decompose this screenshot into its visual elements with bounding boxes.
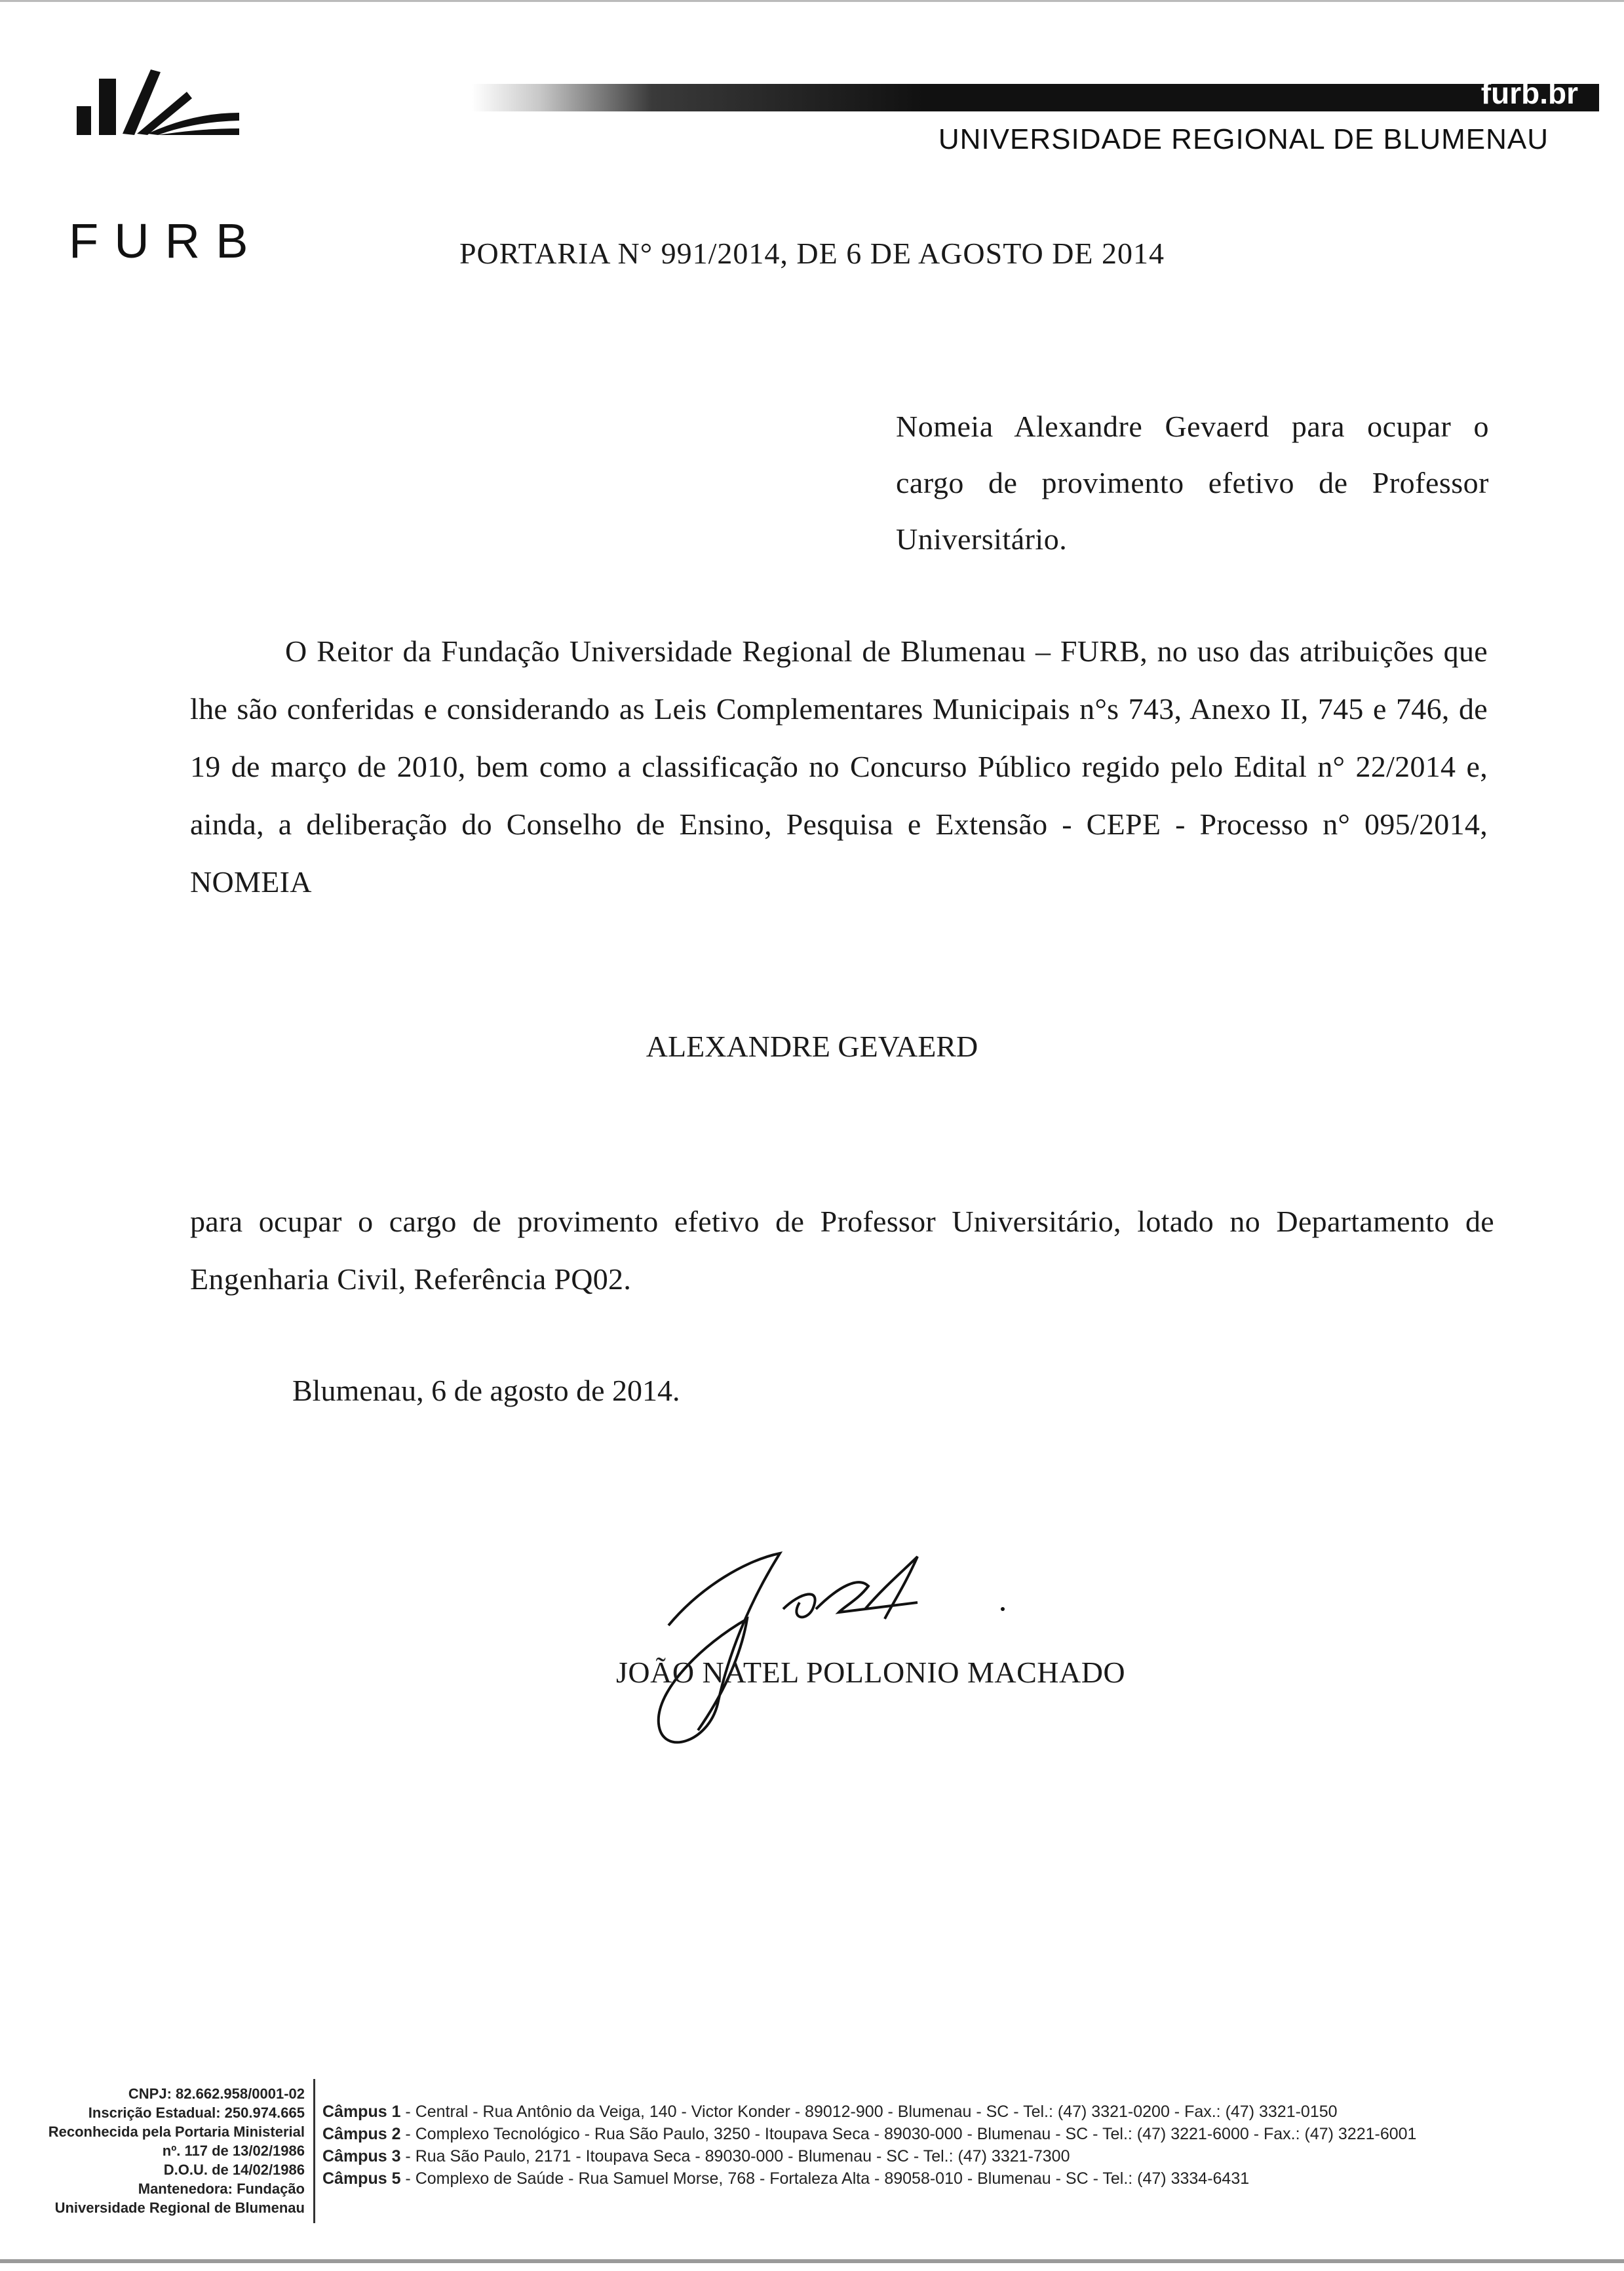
campus-address: - Complexo Tecnológico - Rua São Paulo, 3250 - Itoupava Seca - 89030-000 - Blumenau - SC - Tel.: (47) 3221-6000 - Fax.: (47) 3221-6001 [400,2125,1417,2143]
footer-maintainer-name: Universidade Regional de Blumenau [54,2200,305,2216]
campus-line [322,2101,1416,2123]
footer-state-registration: Inscrição Estadual: 250.974.665 [88,2105,305,2121]
footer-divider [313,2079,315,2223]
campus-label: Câmpus 5 [322,2169,401,2188]
document-title: PORTARIA N° 991/2014, DE 6 DE AGOSTO DE 2014 [459,237,1165,270]
bottom-border [0,2259,1624,2263]
preamble-paragraph [190,623,1488,911]
footer-dou: D.O.U. de 14/02/1986 [163,2162,305,2178]
site-url: furb.br [1480,76,1578,110]
signatory-name: JOÃO NATEL POLLONIO MACHADO [616,1656,1126,1689]
logo-wordmark: FURB [69,214,264,268]
header-band [472,84,1599,111]
preamble-text: O Reitor da Fundação Universidade Regional de Blumenau – FURB, no uso das atribuições que lhe são conferidas e considerando as Leis Complementares Municipais n°s 743, Anexo II, 745 e 746, de 19 de março de 2010, bem como a classificação no Concurso Público regido pelo Edital n° 22/2014 e, ainda, a deliberação do Conselho de Ensino, Pesquisa e Extensão - CEPE - Processo n° 095/2014, NOMEIA [190,634,1488,899]
furb-logo-icon [62,66,252,151]
footer-maintainer: Mantenedora: Fundação [138,2181,305,2197]
campus-line [322,2145,1416,2167]
campus-line [322,2123,1416,2145]
appointee-name: ALEXANDRE GEVAERD [646,1030,978,1063]
footer-institution-info [0,2084,305,2217]
assignment-paragraph: para ocupar o cargo de provimento efetivo de Professor Universitário, lotado no Departamento de Engenharia Civil, Referência PQ02. [190,1205,1494,1296]
campus-address: - Rua São Paulo, 2171 - Itoupava Seca - 89030-000 - Blumenau - SC - Tel.: (47) 3321-7300 [400,2147,1070,2165]
furb-logo [62,66,264,268]
footer-campus-list [322,2101,1416,2190]
campus-address: - Complexo de Saúde - Rua Samuel Morse, 768 - Fortaleza Alta - 89058-010 - Blumenau - SC - Tel.: (47) 3334-6431 [400,2169,1250,2188]
top-border [0,0,1624,2]
campus-label: Câmpus 1 [322,2103,401,2121]
footer-cnpj: CNPJ: 82.662.958/0001-02 [128,2086,305,2102]
university-name: UNIVERSIDADE REGIONAL DE BLUMENAU [938,123,1549,155]
document-summary: Nomeia Alexandre Gevaerd para ocupar o cargo de provimento efetivo de Professor Universitário. [896,410,1489,556]
footer-ordinance: nº. 117 de 13/02/1986 [162,2143,305,2159]
place-date: Blumenau, 6 de agosto de 2014. [292,1374,680,1407]
campus-label: Câmpus 3 [322,2147,401,2165]
footer-recognition: Reconhecida pela Portaria Ministerial [48,2124,305,2140]
campus-address: - Central - Rua Antônio da Veiga, 140 - Victor Konder - 89012-900 - Blumenau - SC - Tel.: (47) 3321-0200 - Fax.: (47) 3321-0150 [400,2103,1338,2121]
campus-label: Câmpus 2 [322,2125,401,2143]
campus-line [322,2167,1416,2190]
